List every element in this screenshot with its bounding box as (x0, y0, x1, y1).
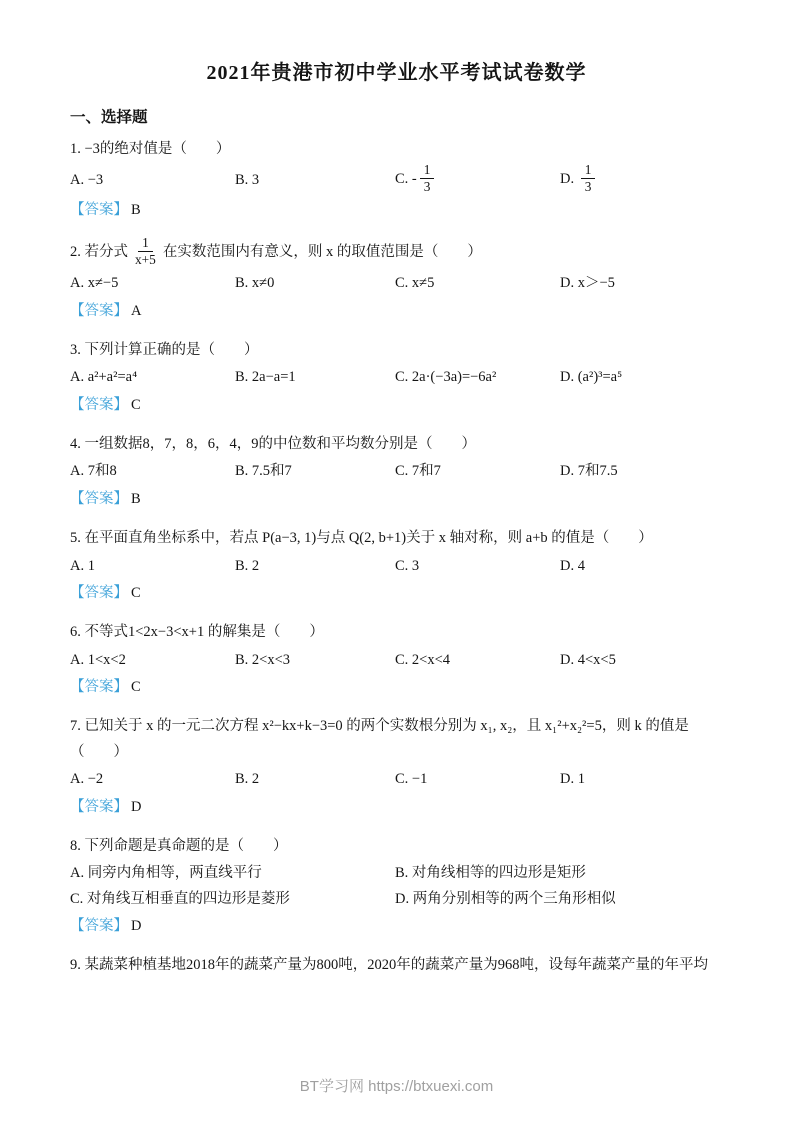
options-row (70, 554, 723, 579)
option: B. 对角线相等的四边形是矩形 (395, 865, 586, 882)
fraction-denominator: 3 (423, 178, 431, 194)
option: B. 2a−a=1 (235, 369, 296, 386)
answer-value: D (131, 918, 142, 934)
option: C. 3 (395, 557, 420, 574)
option: A. −2 (70, 771, 104, 788)
fraction-denominator: x+5 (135, 251, 156, 267)
answer-line (70, 393, 723, 418)
option: D. 1 (560, 771, 585, 788)
fraction-denominator: 3 (584, 178, 592, 194)
option: A. 1 (70, 557, 95, 574)
question (70, 953, 723, 978)
option: B. x≠0 (235, 275, 275, 292)
option: A. 1<x<2 (70, 651, 126, 668)
answer-line (70, 198, 723, 223)
option: C. 2a·(−3a)=−6a² (395, 369, 497, 386)
option: D. 7和7.5 (560, 463, 618, 480)
option: D. x＞−5 (560, 275, 615, 292)
option: B. 7.5和7 (235, 463, 292, 480)
answer-line (70, 914, 723, 939)
options-row (70, 459, 723, 484)
answer-line (70, 675, 723, 700)
question (70, 137, 723, 223)
fraction-numerator: 1 (581, 162, 596, 178)
option: D. 4<x<5 (560, 651, 616, 668)
page-title: 2021年贵港市初中学业水平考试试卷数学 (206, 62, 587, 84)
option: A. 同旁内角相等，两直线平行 (70, 865, 262, 882)
answer-label: 【答案】 (70, 490, 128, 507)
question-stem: 7. 已知关于 x 的一元二次方程 x²−kx+k−3=0 的两个实数根分别为 x₁, x₂，且 x₁²+x₂²=5，则 k 的值是（ ） (70, 718, 689, 760)
question (70, 834, 723, 940)
option: B. 2 (235, 771, 260, 788)
option: A. −3 (70, 171, 104, 188)
option: C. 对角线互相垂直的四边形是菱形 (70, 890, 290, 907)
answer-value: D (131, 798, 142, 815)
fraction (581, 162, 596, 194)
answer-line (70, 299, 723, 324)
answer-label: 【答案】 (70, 584, 128, 601)
fraction (420, 162, 435, 194)
option: D. $\frac{1}{3}$ (560, 164, 723, 196)
footer-text: BT学习网 https://btxuexi.com (299, 1078, 494, 1095)
answer-label: 【答案】 (70, 918, 128, 934)
option: B. 2<x<3 (235, 651, 291, 668)
answer-line (70, 487, 723, 512)
question-stem: 3. 下列计算正确的是（ ） (70, 341, 259, 358)
fraction-numerator: 1 (138, 235, 153, 251)
footer-watermark (0, 1075, 793, 1096)
option: A. 7和8 (70, 463, 117, 480)
question (70, 432, 723, 512)
option: D. (a²)³=a⁵ (560, 369, 623, 386)
option: A. x≠−5 (70, 275, 119, 292)
option: B. 2 (235, 557, 260, 574)
answer-value: C (131, 679, 141, 695)
answer-label: 【答案】 (70, 798, 128, 815)
options-row (70, 767, 723, 792)
question (70, 714, 723, 820)
answer-value: C (131, 396, 141, 413)
option: C. 2<x<4 (395, 651, 451, 668)
answer-value: C (131, 584, 141, 601)
fraction (131, 235, 160, 267)
options-row (70, 164, 723, 196)
answer-label: 【答案】 (70, 202, 128, 219)
question-stem: 8. 下列命题是真命题的是（ ） (70, 837, 288, 854)
option: D. 两角分别相等的两个三角形相似 (395, 890, 616, 907)
option: C. 7和7 (395, 463, 441, 480)
question-stem: 1. −3的绝对值是（ ） (70, 141, 231, 157)
answer-value: B (131, 202, 141, 219)
question (70, 620, 723, 700)
option: D. 4 (560, 557, 585, 574)
section-heading: 一、选择题 (70, 109, 148, 126)
option: C. −1 (395, 771, 428, 788)
question-stem: 9. 某蔬菜种植基地2018年的蔬菜产量为800吨，2020年的蔬菜产量为968吨，设每年蔬菜产量的年平均 (70, 957, 708, 974)
question-list (70, 137, 723, 979)
options-row (70, 648, 723, 673)
answer-line (70, 581, 723, 606)
answer-value: B (131, 490, 141, 507)
option: C. x≠5 (395, 275, 435, 292)
question (70, 338, 723, 418)
question (70, 526, 723, 606)
question-stem: 6. 不等式1<2x−3<x+1 的解集是（ ） (70, 624, 324, 641)
fraction-numerator: 1 (420, 162, 435, 178)
options-row (70, 861, 723, 912)
option: A. a²+a²=a⁴ (70, 369, 138, 386)
answer-label: 【答案】 (70, 302, 128, 319)
answer-label: 【答案】 (70, 679, 128, 695)
options-row (70, 271, 723, 296)
answer-label: 【答案】 (70, 396, 128, 413)
answer-line (70, 795, 723, 820)
answer-value: A (131, 302, 142, 319)
option: B. 3 (235, 171, 260, 188)
options-row (70, 365, 723, 390)
option: C. - $\frac{1}{3}$ (395, 164, 560, 196)
question (70, 237, 723, 323)
question-stem: 2. 若分式 $\frac{1}{x+5}$ 在实数范围内有意义，则 x 的取值范围是（ ） (70, 235, 482, 267)
question-stem: 5. 在平面直角坐标系中，若点 P(a−3, 1)与点 Q(2, b+1)关于 x 轴对称，则 a+b 的值是（ ） (70, 530, 653, 547)
question-stem: 4. 一组数据8，7，8，6，4，9的中位数和平均数分别是（ ） (70, 436, 476, 452)
